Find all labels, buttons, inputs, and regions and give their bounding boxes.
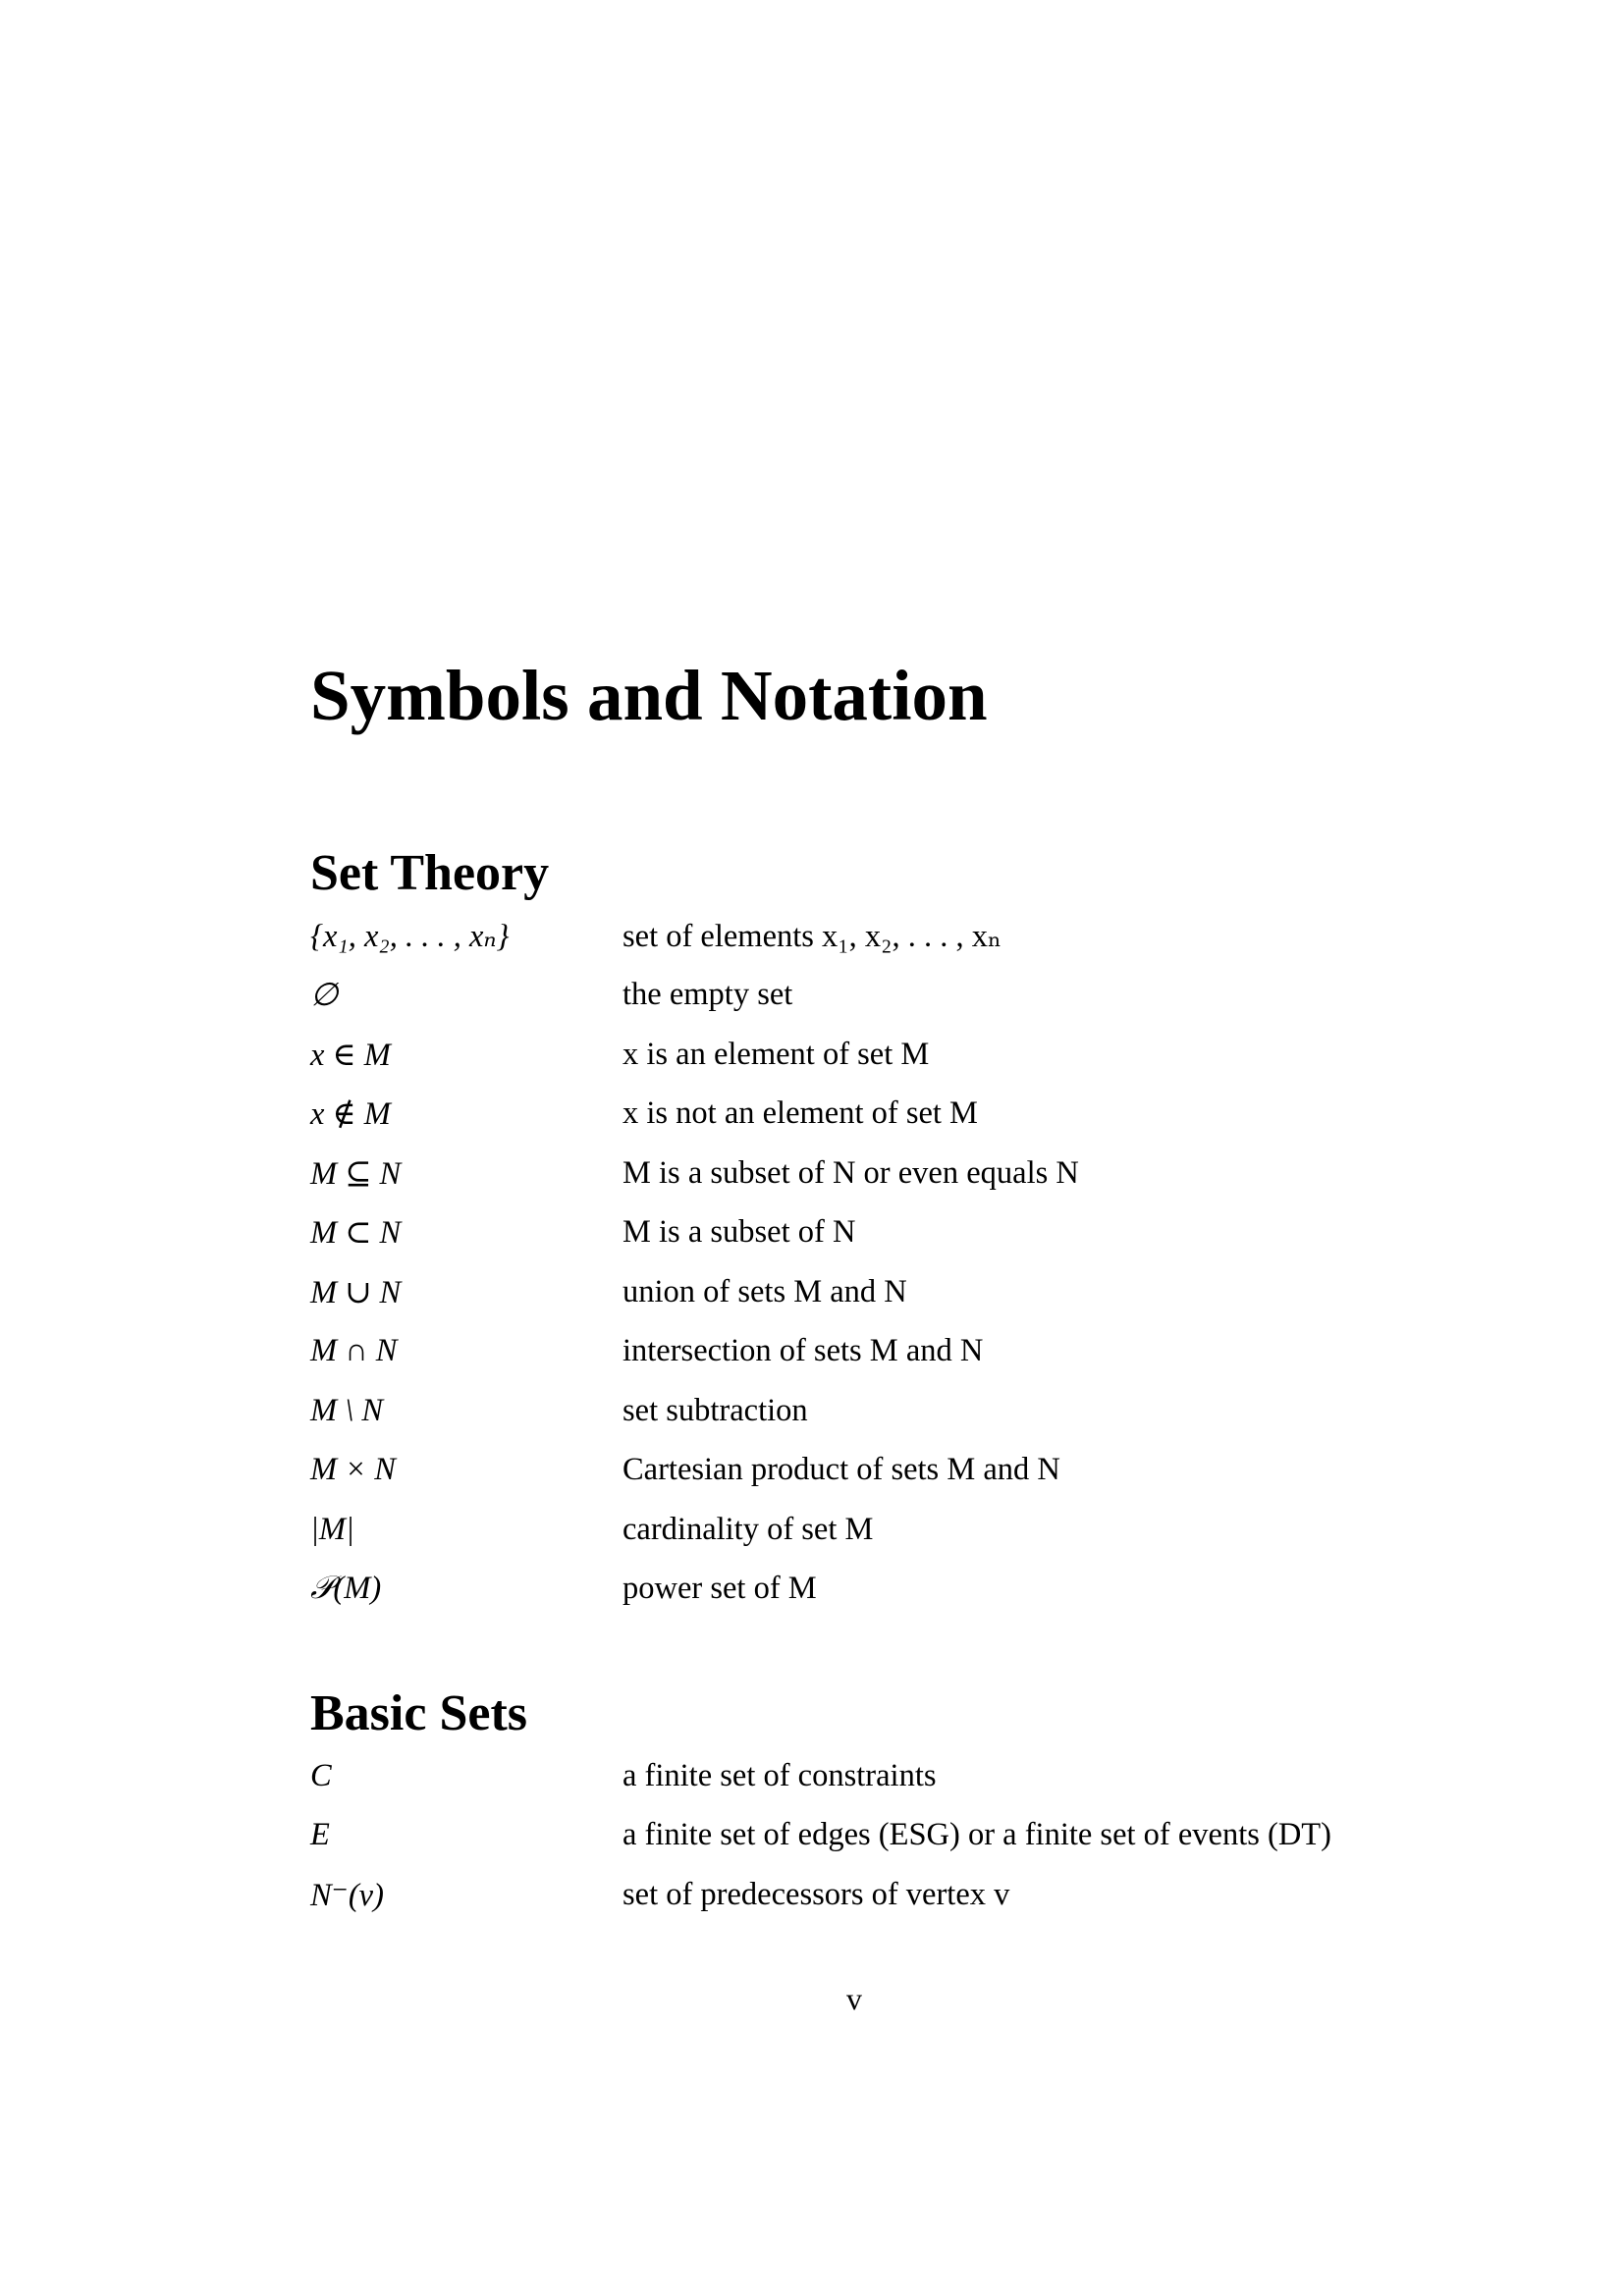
- notation-description: intersection of sets M and N: [623, 1333, 984, 1369]
- notation-row: [310, 1262, 1410, 1322]
- notation-row: [310, 1746, 1410, 1806]
- notation-description: M is a subset of N: [623, 1214, 856, 1251]
- notation-symbol: x ∈ M: [310, 1037, 391, 1073]
- notation-row: [310, 1560, 1410, 1620]
- notation-symbol: {x₁, x₂, . . . , xₙ}: [310, 918, 510, 954]
- notation-symbol: N⁻(v): [310, 1877, 384, 1913]
- notation-symbol: M ⊆ N: [310, 1155, 402, 1192]
- page-number: v: [846, 1981, 862, 2016]
- notation-row: [310, 1500, 1410, 1560]
- notation-row: [310, 1865, 1410, 1925]
- notation-row: [310, 1144, 1410, 1203]
- notation-description: set of elements x₁, x₂, . . . , xₙ: [623, 918, 1002, 954]
- notation-description: set subtraction: [623, 1392, 808, 1428]
- notation-row: [310, 1203, 1410, 1263]
- chapter-title: Symbols and Notation: [310, 656, 988, 735]
- notation-row: [310, 966, 1410, 1026]
- notation-symbol: 𝒫(M): [310, 1571, 382, 1607]
- notation-description: the empty set: [623, 977, 793, 1013]
- notation-symbol: M ∩ N: [310, 1333, 398, 1369]
- section-basic-sets: [310, 1684, 1410, 1925]
- notation-description: power set of M: [623, 1571, 817, 1607]
- notation-description: union of sets M and N: [623, 1273, 907, 1309]
- notation-symbol: E: [310, 1817, 330, 1853]
- notation-row: [310, 906, 1410, 966]
- notation-symbol: M \ N: [310, 1392, 384, 1428]
- notation-row: [310, 1025, 1410, 1085]
- notation-symbol: C: [310, 1757, 332, 1793]
- notation-description: a finite set of edges (ESG) or a finite set of events (DT): [623, 1817, 1331, 1853]
- notation-row: [310, 1806, 1410, 1866]
- notation-symbol: M ∪ N: [310, 1274, 402, 1310]
- notation-description: set of predecessors of vertex v: [623, 1876, 1010, 1912]
- section-title: Set Theory: [310, 845, 550, 901]
- notation-row: [310, 1381, 1410, 1441]
- notation-row: [310, 1322, 1410, 1382]
- notation-symbol: M × N: [310, 1452, 396, 1488]
- notation-symbol: |M|: [310, 1511, 354, 1547]
- notation-description: x is an element of set M: [623, 1036, 930, 1072]
- notation-description: a finite set of constraints: [623, 1757, 937, 1793]
- notation-symbol: M ⊂ N: [310, 1215, 402, 1252]
- notation-description: Cartesian product of sets M and N: [623, 1452, 1060, 1488]
- notation-symbol: x ∉ M: [310, 1096, 391, 1133]
- notation-description: x is not an element of set M: [623, 1095, 978, 1132]
- notation-row: [310, 1085, 1410, 1145]
- notation-description: M is a subset of N or even equals N: [623, 1154, 1079, 1191]
- section-title: Basic Sets: [310, 1685, 527, 1741]
- notation-row: [310, 1441, 1410, 1501]
- notation-list: [310, 906, 1410, 1619]
- notation-symbol: ∅: [310, 978, 339, 1014]
- notation-list: [310, 1746, 1410, 1925]
- section-set-theory: [310, 844, 1410, 1619]
- notation-description: cardinality of set M: [623, 1511, 874, 1547]
